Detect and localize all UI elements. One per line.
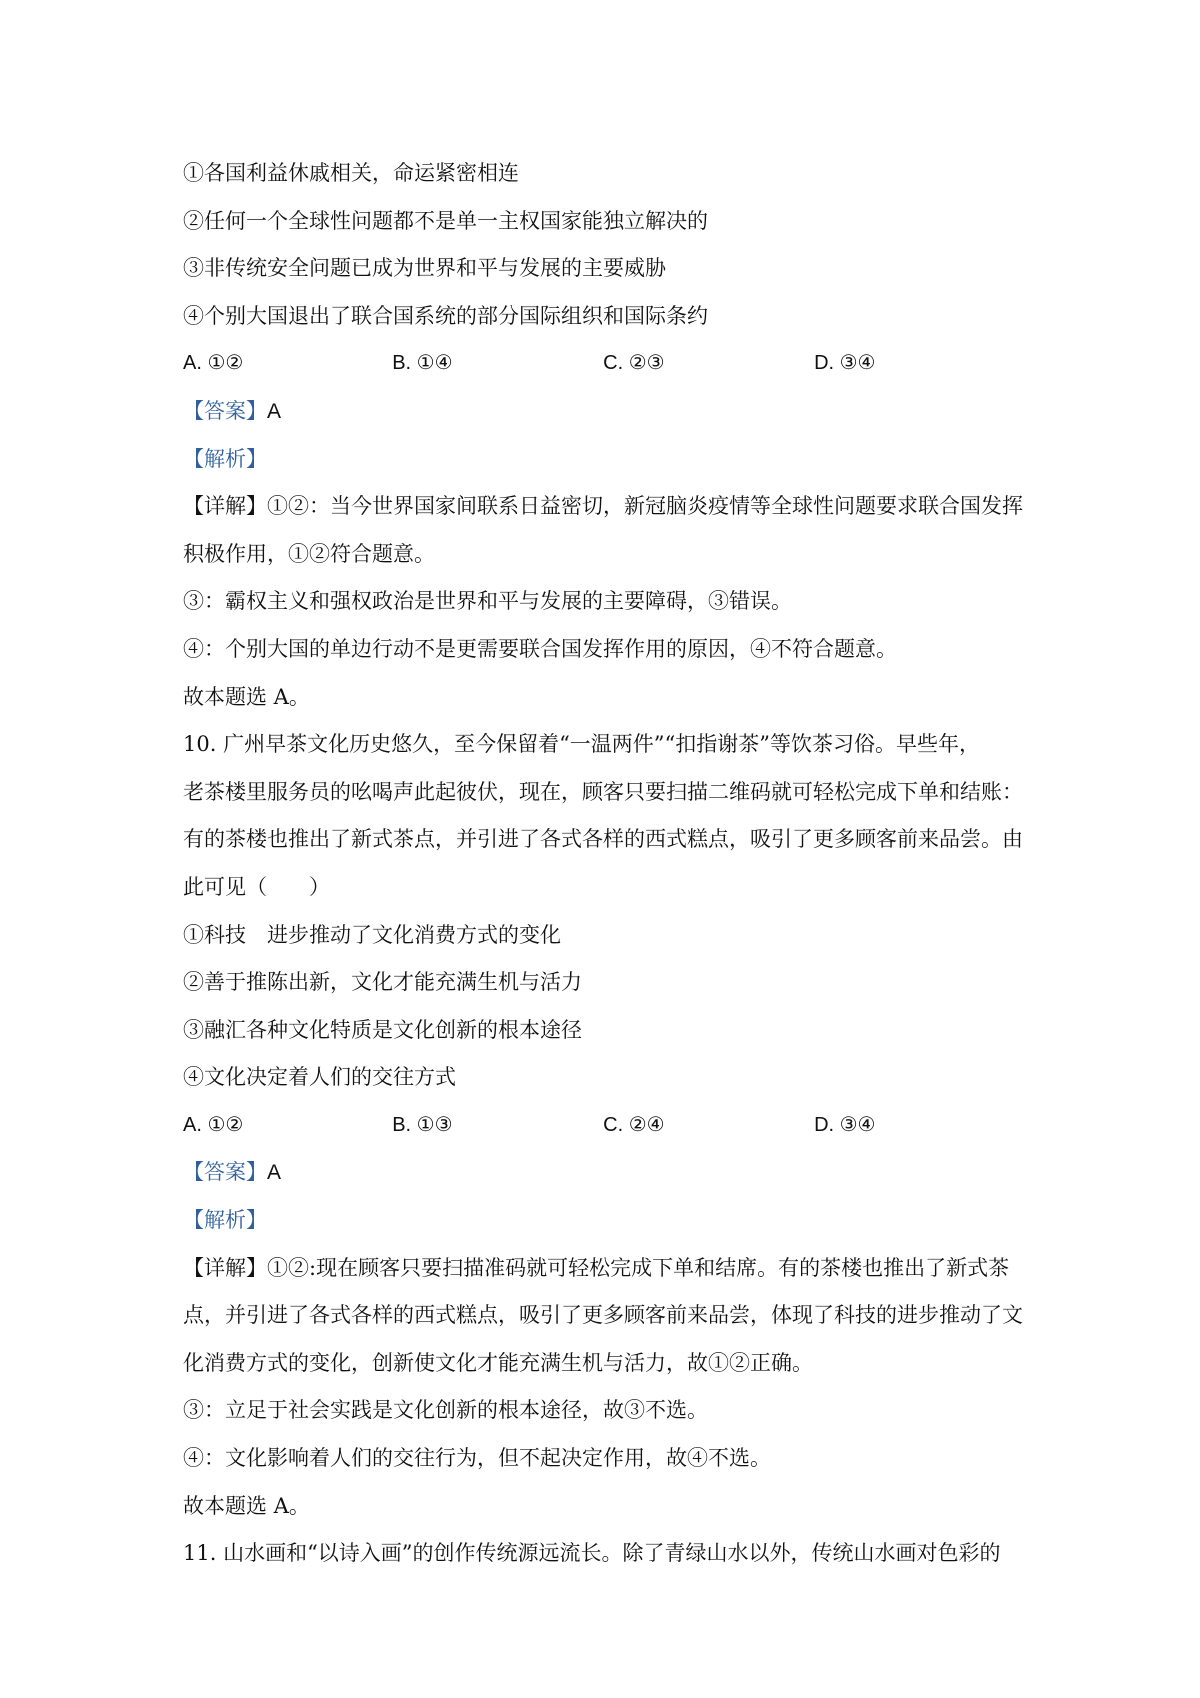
q9-detail-line: ④：个别大国的单边行动不是更需要联合国发挥作用的原因，④不符合题意。 <box>183 636 897 661</box>
q9-option-d: D. ③④ <box>814 352 876 375</box>
answer-value: A <box>267 1161 282 1185</box>
answer-label: 【答案】 <box>183 1160 267 1185</box>
q10-stem-line: 10. 广州早茶文化历史悠久，至今保留着“一温两件”“扣指谢茶”等饮茶习俗。早些年， <box>183 732 981 757</box>
analysis-label: 【解析】 <box>183 446 267 471</box>
q9-option-c: C. ②③ <box>603 352 665 375</box>
q9-option-a: A. ①② <box>183 352 244 375</box>
q9-statement: ④个别大国退出了联合国系统的部分国际组织和国际条约 <box>183 303 708 328</box>
q10-conclusion: 故本题选 A。 <box>183 1493 310 1518</box>
q10-option-c: C. ②④ <box>603 1113 665 1136</box>
q9-detail-line <box>183 483 1025 531</box>
q9-analysis-heading <box>183 436 1025 484</box>
analysis-label: 【解析】 <box>183 1208 267 1233</box>
q10-statement: ②善于推陈出新，文化才能充满生机与活力 <box>183 970 582 995</box>
q10-statement: ①科技 进步推动了文化消费方式的变化 <box>183 922 561 947</box>
q10-statement: ④文化决定着人们的交往方式 <box>183 1065 456 1090</box>
q10-answer <box>183 1149 1025 1197</box>
q9-statement: ①各国利益休戚相关，命运紧密相连 <box>183 161 519 185</box>
q10-stem-line: 老茶楼里服务员的吆喝声此起彼伏，现在，顾客只要扫描二维码就可轻松完成下单和结账： <box>183 779 1023 804</box>
q10-detail-line: 点，并引进了各式各样的西式糕点，吸引了更多顾客前来品尝，体现了科技的进步推动了文 <box>183 1303 1023 1328</box>
q11-stem-line: 11. 山水画和“以诗入画”的创作传统源远流长。除了青绿山水以外，传统山水画对色彩的 <box>183 1541 1001 1566</box>
answer-value: A <box>267 399 282 423</box>
q10-option-a: A. ①② <box>183 1113 244 1136</box>
q9-statement: ②任何一个全球性问题都不是单一主权国家能独立解决的 <box>183 208 708 233</box>
q10-option-d: D. ③④ <box>814 1113 876 1136</box>
document-page <box>183 150 1025 1578</box>
q9-conclusion: 故本题选 A。 <box>183 684 310 709</box>
q10-options <box>183 1102 1025 1150</box>
detail-text: ①②:现在顾客只要扫描准码就可轻松完成下单和结席。有的茶楼也推出了新式茶 <box>267 1255 1010 1280</box>
q10-stem-line: 有的茶楼也推出了新式茶点，并引进了各式各样的西式糕点，吸引了更多顾客前来品尝。由 <box>183 827 1023 852</box>
q9-answer <box>183 388 1025 436</box>
q10-detail-line: ④：文化影响着人们的交往行为，但不起决定作用，故④不选。 <box>183 1446 771 1471</box>
answer-label: 【答案】 <box>183 398 267 423</box>
q9-option-b: B. ①④ <box>392 352 453 375</box>
q9-detail-line: 积极作用，①②符合题意。 <box>183 541 435 566</box>
q9-statement: ③非传统安全问题已成为世界和平与发展的主要威胁 <box>183 256 666 281</box>
q10-detail-line: ③：立足于社会实践是文化创新的根本途径，故③不选。 <box>183 1398 708 1423</box>
detail-text: ①②：当今世界国家间联系日益密切，新冠脑炎疫情等全球性问题要求联合国发挥 <box>267 494 1023 519</box>
q9-detail-line: ③：霸权主义和强权政治是世界和平与发展的主要障碍，③错误。 <box>183 589 792 614</box>
q10-analysis-heading <box>183 1197 1025 1245</box>
q10-option-b: B. ①③ <box>392 1113 453 1136</box>
q10-detail-line: 化消费方式的变化，创新使文化才能充满生机与活力，故①②正确。 <box>183 1350 813 1375</box>
q10-statement: ③融汇各种文化特质是文化创新的根本途径 <box>183 1017 582 1042</box>
q10-stem-line: 此可见（ ） <box>183 874 330 899</box>
q9-options <box>183 340 1025 388</box>
q10-detail-line <box>183 1245 1025 1293</box>
detail-label: 【详解】 <box>183 494 267 519</box>
detail-label: 【详解】 <box>183 1255 267 1280</box>
